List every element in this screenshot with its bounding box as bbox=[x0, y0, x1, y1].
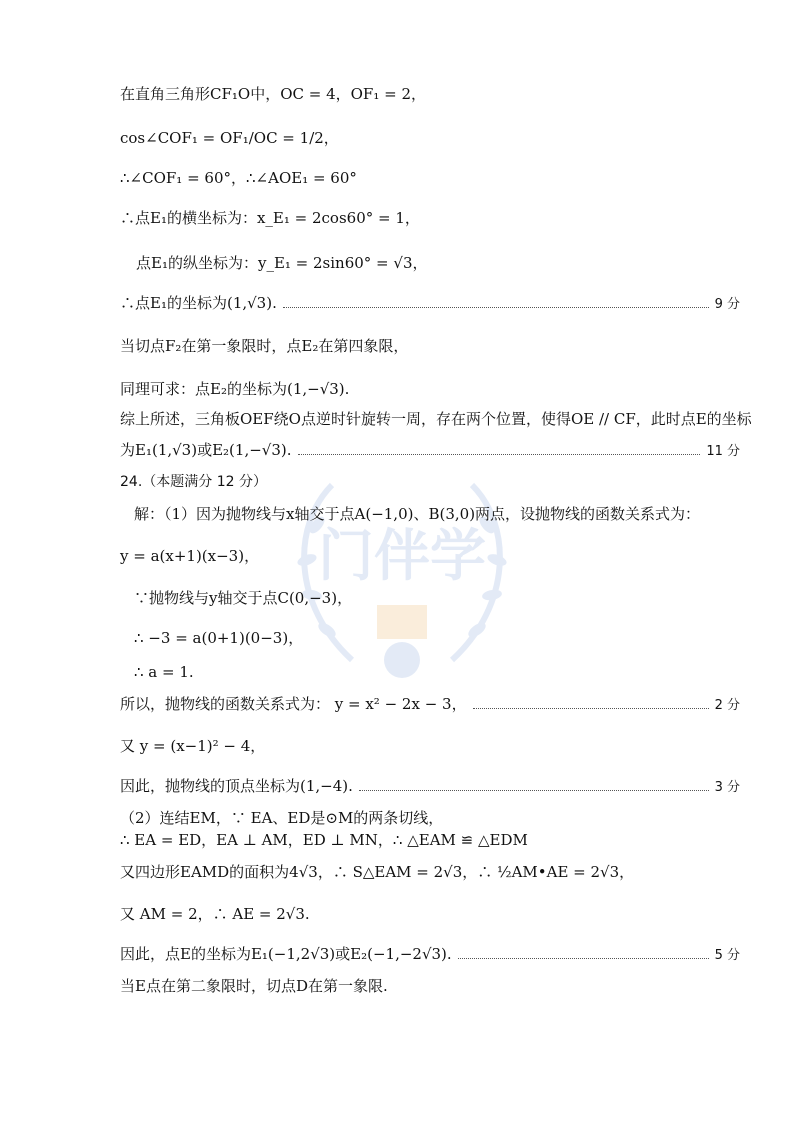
solution-line: 在直角三角形CF₁O中，OC = 4，OF₁ = 2， bbox=[120, 85, 426, 103]
solution-line: ∴ a = 1. bbox=[134, 663, 194, 681]
dot-leader bbox=[298, 442, 701, 455]
solution-line: 解：（1）因为抛物线与x轴交于点A(−1,0)、B(3,0)两点，设抛物线的函数关系式为： bbox=[134, 505, 701, 523]
solution-line: 当E点在第二象限时，切点D在第一象限. bbox=[120, 977, 388, 995]
solution-line: 又 y = (x−1)² − 4， bbox=[120, 737, 266, 755]
scored-line bbox=[120, 440, 740, 462]
scored-line bbox=[120, 694, 740, 716]
score-label: 5 分 bbox=[714, 948, 740, 963]
solution-line: ∴点E₁的坐标为(1,√3). bbox=[120, 294, 277, 312]
dot-leader bbox=[458, 946, 709, 959]
solution-line: cos∠COF₁ = OF₁/OC = 1/2， bbox=[120, 129, 339, 147]
solution-line: ∴∠COF₁ = 60°，∴∠AOE₁ = 60° bbox=[120, 169, 357, 187]
dot-leader bbox=[473, 696, 709, 709]
scored-line bbox=[120, 293, 740, 315]
score-label: 9 分 bbox=[714, 297, 740, 312]
scored-line bbox=[120, 776, 740, 798]
solution-line: 同理可求：点E₂的坐标为(1,−√3). bbox=[120, 380, 350, 398]
solution-line: ∴ −3 = a(0+1)(0−3)， bbox=[134, 629, 304, 647]
solution-line: （2）连结EM，∵ EA、ED是⊙M的两条切线， bbox=[120, 809, 444, 827]
solution-line: ∵抛物线与y轴交于点C(0,−3)， bbox=[134, 589, 353, 607]
solution-line: 当切点F₂在第一象限时，点E₂在第四象限， bbox=[120, 337, 409, 355]
solution-line: ∴ EA = ED，EA ⊥ AM，ED ⊥ MN，∴ △EAM ≌ △EDM bbox=[120, 831, 528, 849]
dot-leader bbox=[359, 778, 709, 791]
solution-line: 因此，抛物线的顶点坐标为(1,−4). bbox=[120, 777, 353, 795]
solution-line: 所以，抛物线的函数关系式为： y = x² − 2x − 3， bbox=[120, 695, 467, 713]
score-label: 11 分 bbox=[706, 444, 740, 459]
solution-line: 又四边形EAMD的面积为4√3，∴ S△EAM = 2√3，∴ ½AM•AE = 2√3， bbox=[120, 863, 635, 881]
solution-line: 综上所述，三角板OEF绕O点逆时针旋转一周，存在两个位置，使得OE // CF，此时点E的坐标 bbox=[120, 410, 752, 428]
question-header: 24.（本题满分 12 分） bbox=[120, 474, 267, 490]
solution-line: 又 AM = 2，∴ AE = 2√3. bbox=[120, 905, 310, 923]
solution-line: ∴点E₁的横坐标为：x_E₁ = 2cos60° = 1， bbox=[120, 209, 420, 227]
scored-line bbox=[120, 944, 740, 966]
solution-line: y = a(x+1)(x−3)， bbox=[120, 547, 260, 565]
score-label: 3 分 bbox=[714, 780, 740, 795]
solution-line: 因此，点E的坐标为E₁(−1,2√3)或E₂(−1,−2√3). bbox=[120, 945, 452, 963]
score-label: 2 分 bbox=[714, 698, 740, 713]
solution-line: 为E₁(1,√3)或E₂(1,−√3). bbox=[120, 441, 292, 459]
solution-line: 点E₁的纵坐标为：y_E₁ = 2sin60° = √3， bbox=[136, 254, 428, 272]
watermark-text: 门伴学 bbox=[318, 524, 486, 589]
dot-leader bbox=[283, 295, 709, 308]
